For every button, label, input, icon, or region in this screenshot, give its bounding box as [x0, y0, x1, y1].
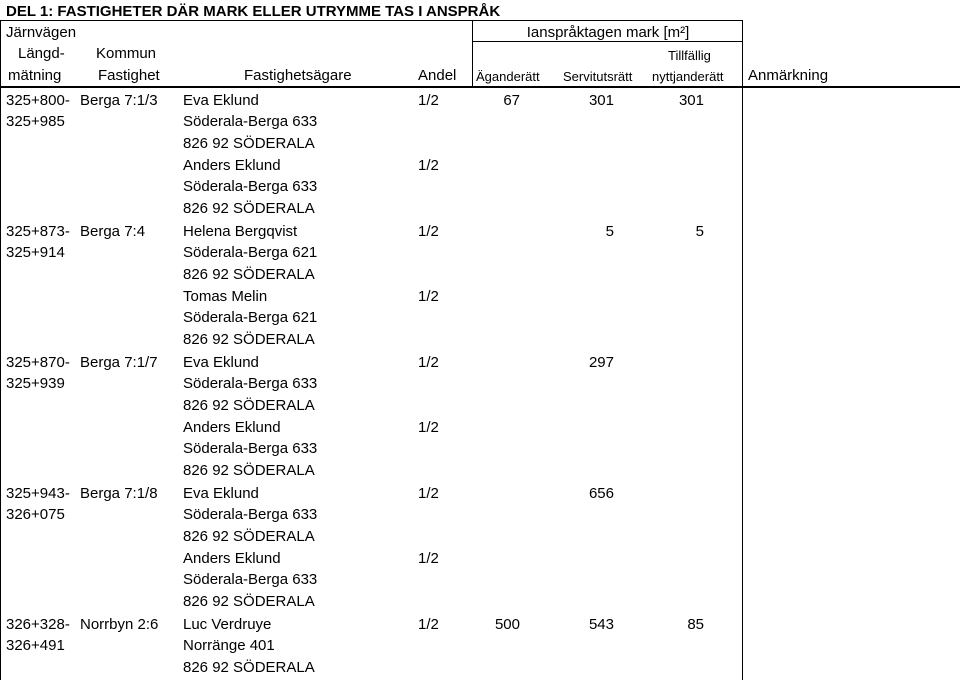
- servitutsratt-value: 301: [588, 92, 614, 109]
- langdmatning-from: 325+873-: [6, 223, 70, 240]
- header-divider-upper: [472, 41, 742, 42]
- owner-postal: 826 92 SÖDERALA: [183, 593, 315, 610]
- owner-andel: 1/2: [418, 485, 439, 502]
- header-jarnvagen: Järnvägen: [6, 24, 77, 41]
- owner-postal: 826 92 SÖDERALA: [183, 397, 315, 414]
- title-underline: [0, 20, 742, 21]
- owner-name: Eva Eklund: [183, 354, 259, 371]
- langdmatning-to: 325+914: [6, 244, 65, 261]
- owner-name: Helena Bergqvist: [183, 223, 298, 240]
- langdmatning-to: 325+939: [6, 375, 65, 392]
- nyttjanderatt-value: 85: [687, 616, 704, 633]
- owner-street: Söderala-Berga 621: [183, 309, 318, 326]
- servitutsratt-value: 543: [588, 616, 614, 633]
- owner-street: Söderala-Berga 621: [183, 244, 318, 261]
- page-title: DEL 1: FASTIGHETER DÄR MARK ELLER UTRYMME TAS I ANSPRÅK: [6, 3, 501, 20]
- owner-postal: 826 92 SÖDERALA: [183, 331, 315, 348]
- owner-postal: 826 92 SÖDERALA: [183, 659, 315, 676]
- owner-andel: 1/2: [418, 550, 439, 567]
- owner-andel: 1/2: [418, 616, 439, 633]
- owner-name: Anders Eklund: [183, 419, 281, 436]
- servitutsratt-value: 297: [588, 354, 614, 371]
- header-fastighet: Fastighet: [98, 67, 160, 84]
- owner-postal: 826 92 SÖDERALA: [183, 135, 315, 152]
- owner-andel: 1/2: [418, 92, 439, 109]
- header-servitutsratt: Servitutsrätt: [563, 69, 633, 84]
- owner-street: Söderala-Berga 633: [183, 440, 318, 457]
- header-tillfallig: Tillfällig: [668, 48, 711, 63]
- owner-name: Luc Verdruye: [183, 616, 272, 633]
- owner-andel: 1/2: [418, 419, 439, 436]
- langdmatning-to: 325+985: [6, 113, 65, 130]
- owner-street: Söderala-Berga 633: [183, 571, 318, 588]
- header-anmarkning: Anmärkning: [748, 67, 829, 84]
- fastighet: Berga 7:1/3: [80, 92, 158, 109]
- owner-name: Anders Eklund: [183, 157, 281, 174]
- column-border-ianspraktagen: [472, 20, 473, 88]
- owner-andel: 1/2: [418, 288, 439, 305]
- owner-street: Söderala-Berga 633: [183, 506, 318, 523]
- owner-andel: 1/2: [418, 223, 439, 240]
- langdmatning-from: 325+943-: [6, 485, 70, 502]
- fastighet: Norrbyn 2:6: [80, 616, 159, 633]
- header-matning: mätning: [8, 67, 62, 84]
- owner-andel: 1/2: [418, 157, 439, 174]
- owner-andel: 1/2: [418, 354, 439, 371]
- fastighet: Berga 7:1/8: [80, 485, 158, 502]
- servitutsratt-value: 5: [605, 223, 614, 240]
- column-border-left: [0, 20, 1, 680]
- owner-name: Anders Eklund: [183, 550, 281, 567]
- owner-postal: 826 92 SÖDERALA: [183, 266, 315, 283]
- column-border-anmarkning: [742, 20, 743, 680]
- langdmatning-from: 325+870-: [6, 354, 70, 371]
- header-aganderatt: Äganderätt: [476, 69, 540, 84]
- nyttjanderatt-value: 5: [695, 223, 704, 240]
- header-nyttjanderatt: nyttjanderätt: [652, 69, 724, 84]
- nyttjanderatt-value: 301: [678, 92, 704, 109]
- langdmatning-to: 326+491: [6, 637, 65, 654]
- header-kommun: Kommun: [96, 45, 157, 62]
- owner-postal: 826 92 SÖDERALA: [183, 200, 315, 217]
- owner-name: Eva Eklund: [183, 92, 259, 109]
- aganderatt-value: 500: [494, 616, 520, 633]
- servitutsratt-value: 656: [588, 485, 614, 502]
- owner-postal: 826 92 SÖDERALA: [183, 528, 315, 545]
- owner-street: Söderala-Berga 633: [183, 113, 318, 130]
- fastighet: Berga 7:4: [80, 223, 146, 240]
- owner-name: Eva Eklund: [183, 485, 259, 502]
- owner-street: Söderala-Berga 633: [183, 375, 318, 392]
- owner-street: Söderala-Berga 633: [183, 178, 318, 195]
- fastighet: Berga 7:1/7: [80, 354, 158, 371]
- langdmatning-from: 325+800-: [6, 92, 70, 109]
- header-bottom-line: [0, 86, 960, 88]
- aganderatt-value: 67: [503, 92, 520, 109]
- langdmatning-from: 326+328-: [6, 616, 70, 633]
- owner-street: Norränge 401: [183, 637, 275, 654]
- owner-postal: 826 92 SÖDERALA: [183, 462, 315, 479]
- header-langd: Längd-: [18, 45, 65, 62]
- langdmatning-to: 326+075: [6, 506, 65, 523]
- header-fastighetsagare: Fastighetsägare: [244, 67, 352, 84]
- header-ianspraktagen: Ianspråktagen mark [m²]: [526, 24, 690, 41]
- header-andel: Andel: [418, 67, 457, 84]
- owner-name: Tomas Melin: [183, 288, 268, 305]
